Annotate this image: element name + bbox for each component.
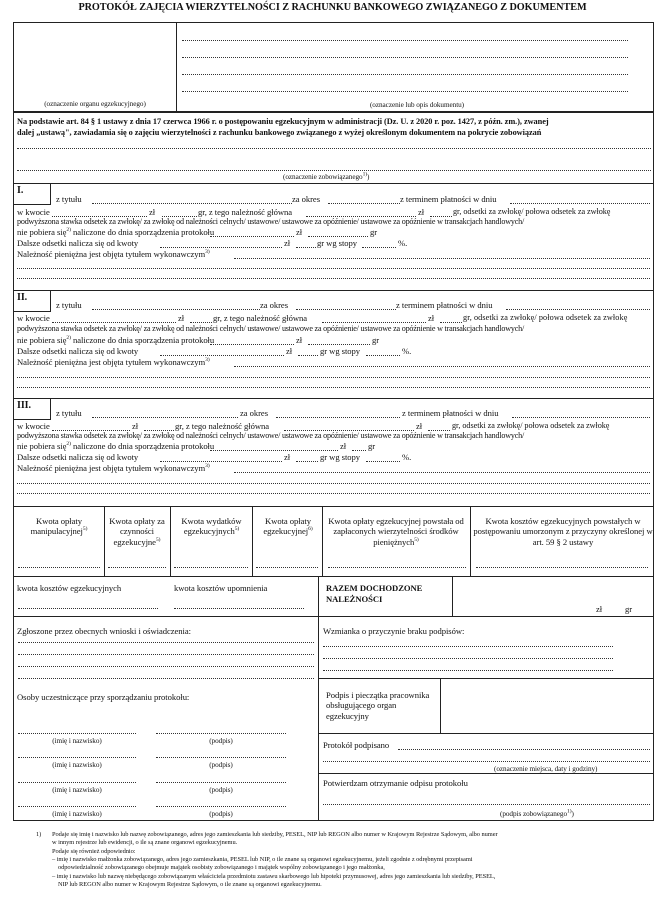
podpis-zobowiazanego-label: (podpis zobowiązanego$^{1)}$) [500, 808, 574, 818]
section-label-iii: III. [17, 400, 31, 411]
document-label: (oznaczenie lub opis dokumentu) [369, 101, 465, 109]
oznaczenie-zobowiazanego: (oznaczenie zobowiązanego$^{1)}$) [283, 171, 370, 181]
wzmianka-label: Wzmianka o przyczynie braku podpisów: [323, 626, 465, 636]
protokol-podpisano-label: Protokół podpisano [323, 740, 390, 750]
fee-od-zaplaconych: Kwota opłaty egzekucyjnej powstała od zapłaconych wierzytelności środków pieniężnych$^{5)}$ [328, 516, 464, 547]
intro-line-1: Na podstawie art. 84 § 1 ustawy z dnia 17 czerwca 1966 r. o postępowaniu egzekucyjnym w administracji (Dz. U. z 2020 r. poz. 1427, z późn. zm.), zwanej [17, 117, 549, 126]
fee-umorzone: Kwota kosztów egzekucyjnych powstałych w postępowaniu umorzonym z przyczyny określonej w art. 59 § 2 ustawy [473, 516, 653, 547]
intro-line-2: dalej „ustawą", zawiadamia się o zajęciu wierzytelności z rachunku bankowego związanego z wyżej określonym dokumentem na pokrycie zobowiązań [17, 128, 542, 137]
header-box [13, 22, 654, 112]
oznaczenie-miejsca-label: (oznaczenie miejsca, daty i godziny) [494, 765, 598, 773]
zgloszone-label: Zgłoszone przez obecnych wnioski i oświadczenia: [17, 626, 191, 636]
kwota-upomnienia-label: kwota kosztów upomnienia [174, 583, 268, 593]
podpis-pieczatka-label: Podpis i pieczątka pracownika obsługującego organ egzekucyjny [326, 690, 430, 721]
section-label-ii: II. [17, 292, 28, 303]
potwierdzam-label: Potwierdzam otrzymanie odpisu protokołu [323, 778, 468, 788]
fee-wydatki: Kwota wydatków egzekucyjnych$^{5)}$ [181, 516, 242, 537]
fee-manipulacyjna: Kwota opłaty manipulacyjnej$^{5)}$ [30, 516, 88, 537]
section-label-i: I. [17, 185, 24, 196]
kwota-kosztow-label: kwota kosztów egzekucyjnych [17, 583, 122, 593]
osoby-label: Osoby uczestniczące przy sporządzaniu protokołu: [17, 692, 190, 702]
page-title: PROTOKÓŁ ZAJĘCIA WIERZYTELNOŚCI Z RACHUNKU BANKOWEGO ZWIĄZANEGO Z DOKUMENTEM [78, 2, 587, 13]
fee-egzekucyjna: Kwota opłaty egzekucyjnej$^{6)}$ [263, 516, 313, 537]
organ-label: (oznaczenie organu egzekucyjnego) [44, 100, 146, 108]
fee-czynnosci: Kwota opłaty za czynności egzekucyjne$^{5)}$ [109, 516, 165, 547]
razem-label: RAZEM DOCHODZONE NALEŻNOŚCI [326, 583, 423, 604]
